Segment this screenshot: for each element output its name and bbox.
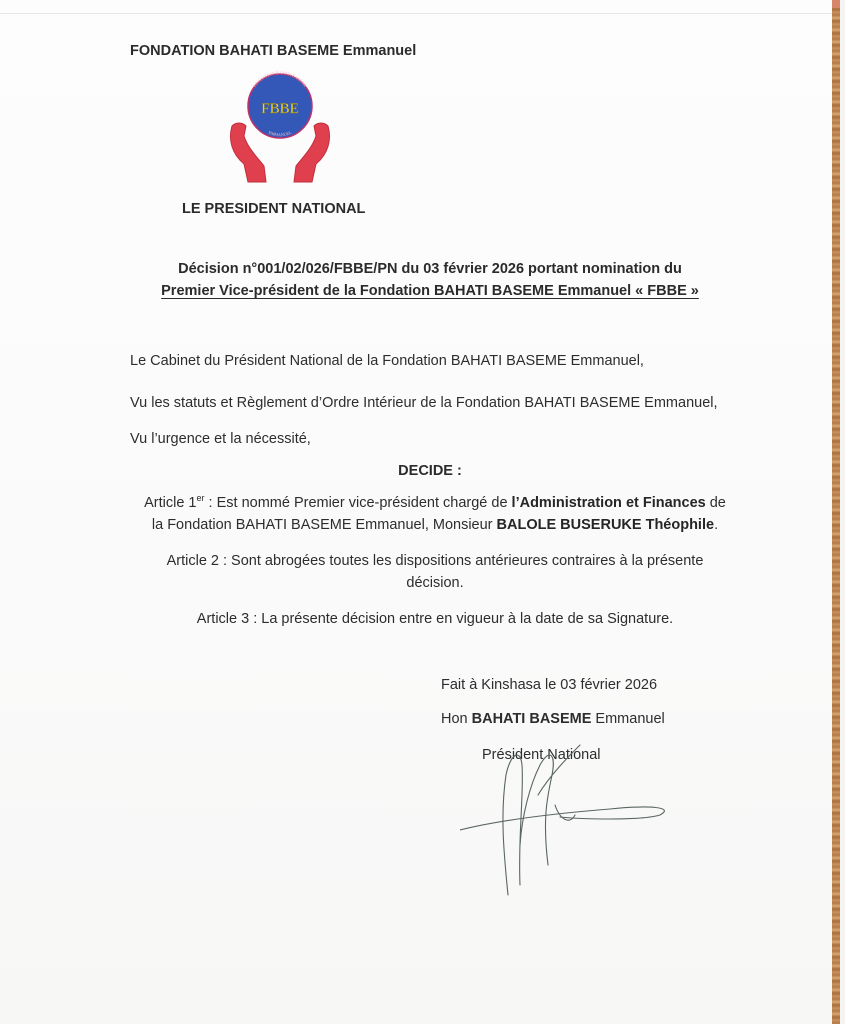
- article-1-label: Article 1: [144, 495, 197, 511]
- signer-suffix: Emmanuel: [591, 711, 665, 727]
- article-1: [140, 492, 730, 536]
- wood-table-edge: [832, 0, 840, 1024]
- fbbe-logo: [222, 70, 338, 186]
- decision-title-line-2: Premier Vice-président de la Fondation BAHATI BASEME Emmanuel « FBBE »: [161, 283, 699, 299]
- logo-arc-top-text: FONDATION BAHATI BASEME: [251, 70, 309, 88]
- logo-container: [222, 70, 338, 186]
- place-and-date: Fait à Kinshasa le 03 février 2026: [441, 677, 658, 693]
- logo-monogram: FBBE: [261, 101, 299, 117]
- article-1-text-3: .: [714, 517, 719, 533]
- article-1-nominee: BALOLE BUSERUKE Théophile: [496, 517, 715, 533]
- article-1-text-1: : Est nommé Premier vice-président chargé de: [204, 495, 512, 511]
- page-top-edge: [0, 13, 832, 14]
- organization-name: FONDATION BAHATI BASEME Emmanuel: [130, 43, 417, 59]
- decide-heading: DECIDE :: [398, 463, 462, 479]
- article-3: Article 3 : La présente décision entre en vigueur à la date de sa Signature.: [196, 611, 674, 627]
- article-2: Article 2 : Sont abrogées toutes les dispositions antérieures contraires à la présente décision.: [166, 553, 704, 591]
- preamble-cabinet: Le Cabinet du Président National de la Fondation BAHATI BASEME Emmanuel,: [130, 353, 644, 369]
- article-1-text-2: de la Fondation BAHATI BASEME Emmanuel, Monsieur: [151, 495, 726, 533]
- background-strip: [840, 0, 845, 1024]
- closing-block: [441, 674, 731, 766]
- preamble-urgency: Vu l’urgence et la nécessité,: [130, 431, 311, 447]
- decision-title: [130, 258, 730, 302]
- wood-table-corner: [832, 0, 840, 8]
- decision-title-line-1: Décision n°001/02/026/FBBE/PN du 03 février 2026 portant nomination du: [178, 261, 682, 277]
- signer-role: Président National: [482, 747, 601, 763]
- article-1-department: l’Administration et Finances: [511, 495, 706, 511]
- article-1-ordinal: er: [196, 493, 205, 504]
- document-body: [130, 40, 730, 766]
- preamble-statutes: Vu les statuts et Règlement d’Ordre Intérieur de la Fondation BAHATI BASEME Emmanuel,: [130, 395, 718, 411]
- issuer-title: LE PRESIDENT NATIONAL: [182, 201, 366, 217]
- signer-prefix: Hon: [441, 711, 472, 727]
- signer-surname: BAHATI BASEME: [471, 711, 592, 727]
- logo-arc-bottom-text: EMMANUEL: [267, 129, 293, 138]
- signer-name: [441, 708, 731, 730]
